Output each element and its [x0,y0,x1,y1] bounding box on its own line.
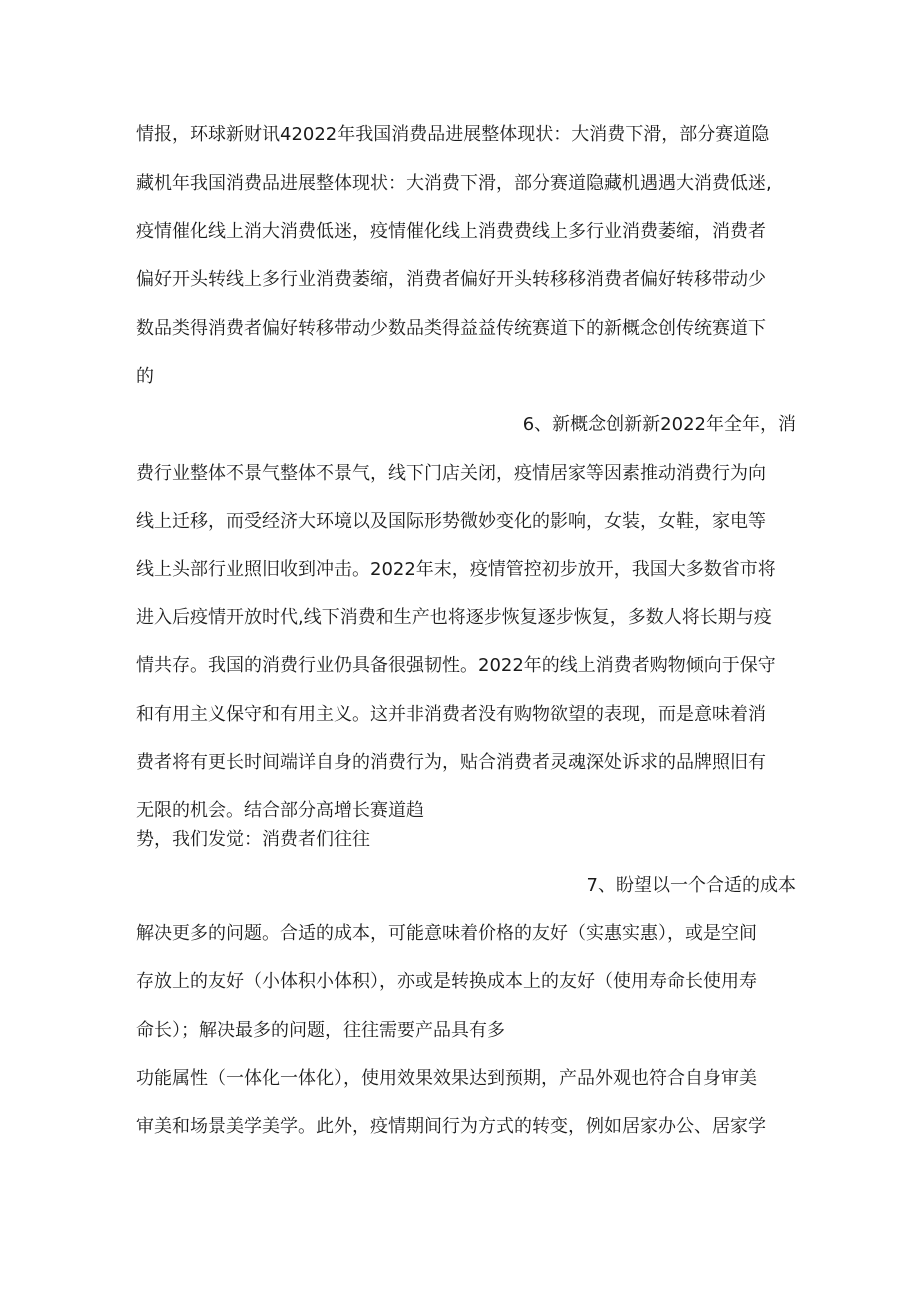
text-line: 情报，环球新财讯42022年我国消费品进展整体现状：大消费下滑，部分赛道隐 [136,124,770,145]
text-line: 无限的机会。结合部分高增长赛道趋 [136,800,424,821]
section-heading-7: 7、盼望以一个合适的成本 [586,875,796,896]
text-line: 线上迁移，而受经济大环境以及国际形势微妙变化的影响，女装，女鞋，家电等 [136,511,766,532]
text-line: 进入后疫情开放时代,线下消费和生产也将逐步恢复逐步恢复，多数人将长期与疫 [136,607,772,628]
text-line: 解决更多的问题。合适的成本，可能意味着价格的友好（实惠实惠），或是空间 [136,923,757,944]
text-line: 的 [136,366,154,387]
text-line: 线上头部行业照旧收到冲击。2022年末，疫情管控初步放开，我国大多数省市将 [136,559,776,580]
text-line: 功能属性（一体化一体化），使用效果效果达到预期，产品外观也符合自身审美 [136,1068,757,1089]
text-line: 情共存。我国的消费行业仍具备很强韧性。2022年的线上消费者购物倾向于保守 [136,655,776,676]
text-line: 费行业整体不景气整体不景气，线下门店关闭，疫情居家等因素推动消费行为向 [136,463,766,484]
text-line: 势，我们发觉：消费者们往往 [136,829,370,850]
text-line: 审美和场景美学美学。此外，疫情期间行为方式的转变，例如居家办公、居家学 [136,1116,766,1137]
text-line: 藏机年我国消费品进展整体现状：大消费下滑，部分赛道隐藏机遇遇大消费低迷, [136,173,772,194]
section-heading-6: 6、新概念创新新2022年全年，消 [522,414,796,435]
text-line: 疫情催化线上消大消费低迷，疫情催化线上消费费线上多行业消费萎缩，消费者 [136,221,766,242]
text-line: 数品类得消费者偏好转移带动少数品类得益益传统赛道下的新概念创传统赛道下 [136,318,766,339]
text-line: 命长）；解决最多的问题，往往需要产品具有多 [136,1020,505,1041]
text-line: 存放上的友好（小体积小体积），亦或是转换成本上的友好（使用寿命长使用寿 [136,971,757,992]
text-line: 偏好开头转线上多行业消费萎缩，消费者偏好开头转移移消费者偏好转移带动少 [136,269,766,290]
text-line: 费者将有更长时间端详自身的消费行为，贴合消费者灵魂深处诉求的品牌照旧有 [136,752,766,773]
text-line: 和有用主义保守和有用主义。这并非消费者没有购物欲望的表现，而是意味着消 [136,704,766,725]
